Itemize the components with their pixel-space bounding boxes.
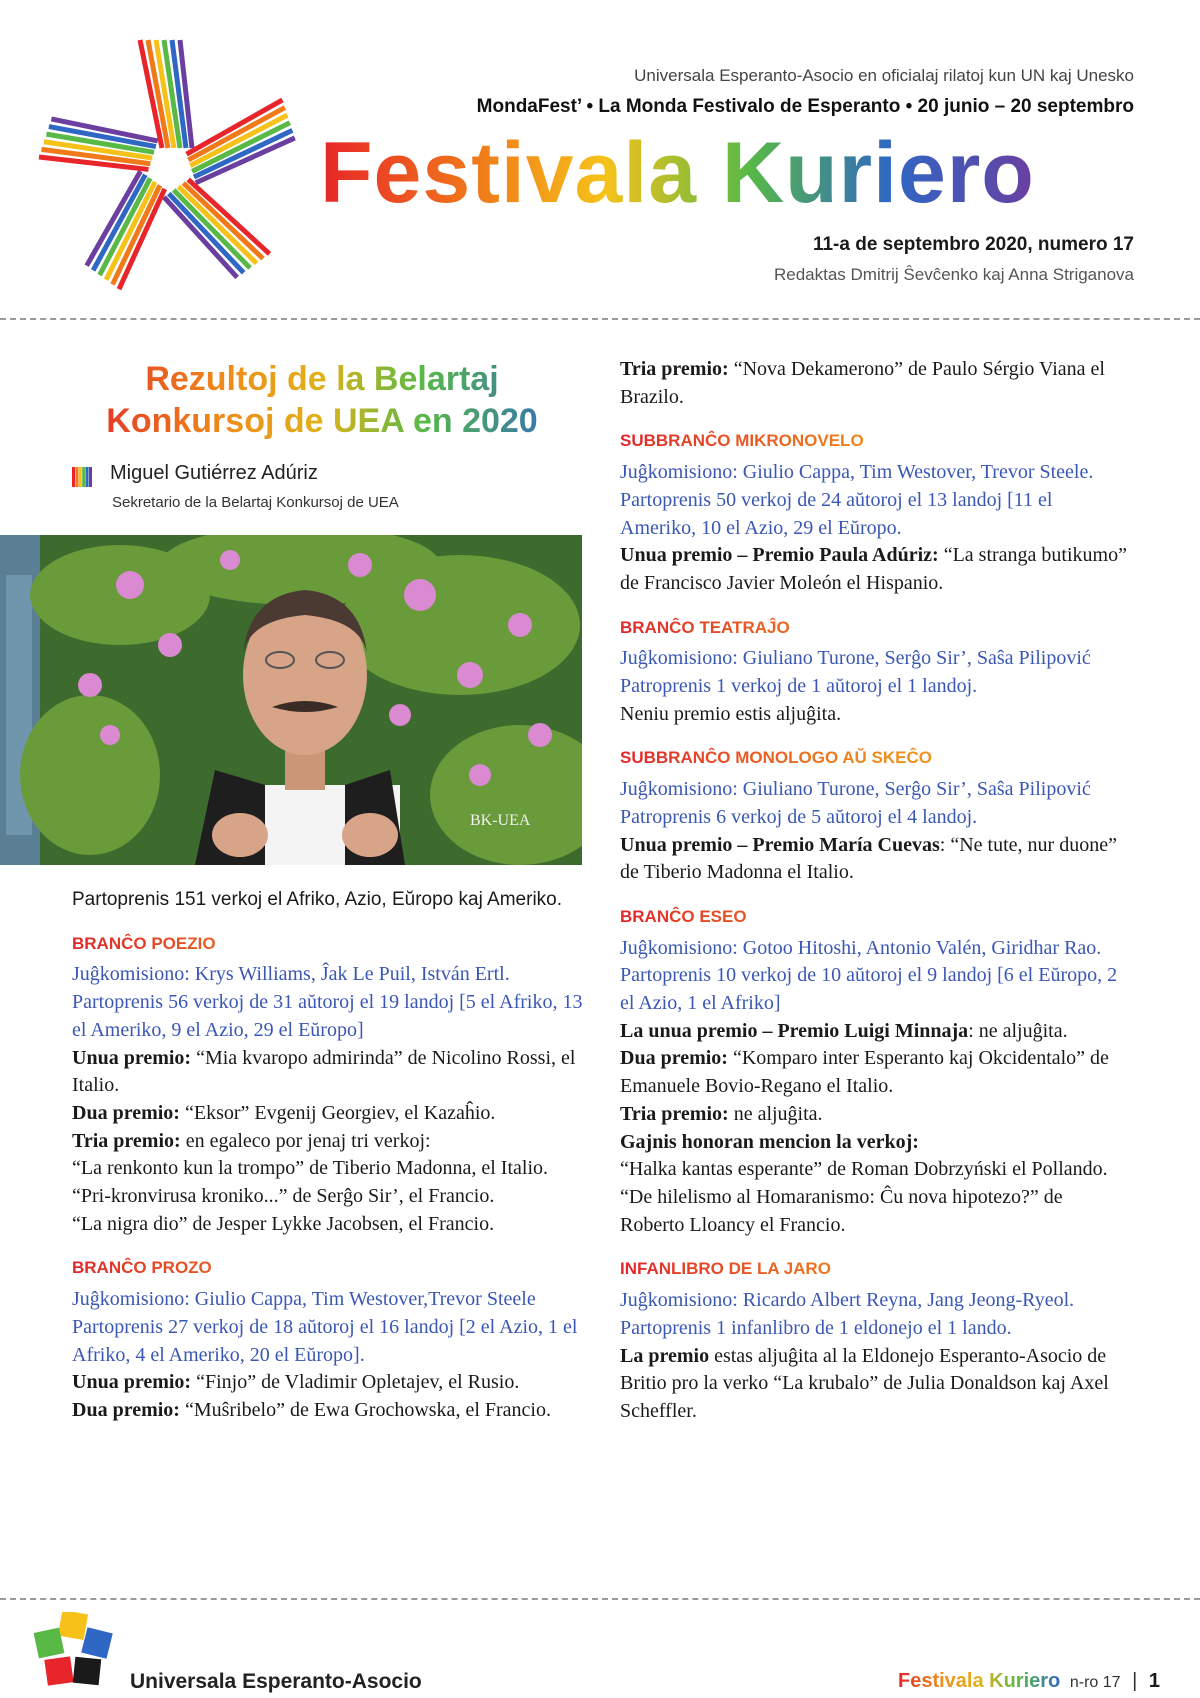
- page-number: 1: [1148, 1670, 1160, 1692]
- prize: La unua premio – Premio Luigi Minnaja: ne aljuĝita.: [620, 1019, 1068, 1042]
- stats: Partoprenis 56 verkoj de 31 aŭtoroj el 19 landoj [5 el Afriko, 13 el Ameriko, 9 el Azio, 29 el Eŭropo]: [72, 991, 583, 1041]
- work: “De hilelismo al Homaranismo: Ĉu nova hipotezo?” de Roberto Lloancy el Francio.: [620, 1185, 1063, 1236]
- festival-star-logo: [30, 28, 300, 303]
- intro: Partoprenis 151 verkoj el Afriko, Azio, Eŭropo kaj Ameriko.: [72, 889, 563, 910]
- prize: Unua premio: “Mia kvaropo admirinda” de Nicolino Rossi, el Italio.: [72, 1046, 576, 1097]
- article-title: Rezultoj de la Belartaj Konkursoj de UEA en 2020: [72, 358, 572, 442]
- footer-org: Universala Esperanto-Asocio: [130, 1670, 422, 1693]
- prize: Dua premio: “Eksor” Evgenij Georgiev, el Kazaĥio.: [72, 1101, 496, 1124]
- author-name: Miguel Gutiérrez Adúriz: [110, 462, 318, 484]
- section-heading: BRANĈO PROZO: [72, 1254, 584, 1282]
- section-heading: BRANĈO TEATRAĴO: [620, 614, 1132, 642]
- stats: Partoprenis 50 verkoj de 24 aŭtoroj el 13 landoj [11 el Ameriko, 10 el Azio, 29 el Eŭropo.: [620, 488, 1053, 539]
- jury: Juĝkomisiono: Krys Williams, Ĵak Le Puil, István Ertl.: [72, 963, 510, 986]
- masthead-title: Festivala Kuriero: [320, 125, 1035, 221]
- work: “Halka kantas esperante” de Roman Dobrzyński el Pollando.: [620, 1158, 1108, 1181]
- issue-date: 11-a de septembro 2020, numero 17: [812, 234, 1134, 255]
- jury: Juĝkomisiono: Giuliano Turone, Serĝo Sir’, Saŝa Pilipović: [620, 778, 1091, 801]
- section-heading: SUBBRANĈO MONOLOGO AŬ SKEĈO: [620, 744, 1132, 772]
- prize: Unua premio – Premio Paula Adúriz: “La stranga butikumo” de Francisco Javier Moleón el Hispanio.: [620, 544, 1127, 594]
- author-role: Sekretario de la Belartaj Konkursoj de UEA: [112, 494, 399, 511]
- left-column: [72, 886, 584, 1425]
- prize: Dua premio: “Komparo inter Esperanto kaj Okcidentalo” de Emanuele Bovio-Regano el Italio.: [620, 1047, 1109, 1098]
- section-heading: BRANĈO POEZIO: [72, 930, 584, 958]
- prize: Tria premio: “Nova Dekamerono” de Paulo Sérgio Viana el Brazilo.: [620, 358, 1105, 408]
- rainbow-bars-icon: [72, 467, 92, 487]
- work: “La nigra dio” de Jesper Lykke Jacobsen, el Francio.: [72, 1212, 495, 1235]
- stats: Partoprenis 27 verkoj de 18 aŭtoroj el 16 landoj [2 el Azio, 1 el Afriko, 4 el Ameriko, 20 el Eŭropo].: [72, 1315, 578, 1366]
- prize: Tria premio: en egaleco por jenaj tri verkoj:: [72, 1129, 431, 1152]
- honorable-mention-label: Gajnis honoran mencion la verkoj:: [620, 1130, 919, 1153]
- prize: Dua premio: “Muŝribelo” de Ewa Grochowska, el Francio.: [72, 1398, 551, 1421]
- jury: Juĝkomisiono: Giuliano Turone, Serĝo Sir’, Saŝa Pilipović: [620, 647, 1091, 670]
- stats: Patroprenis 6 verkoj de 5 aŭtoroj el 4 landoj.: [620, 805, 978, 828]
- footer-masthead: Festivala Kuriero n-ro 17 | 1: [897, 1670, 1160, 1692]
- prize: Tria premio: ne aljuĝita.: [620, 1102, 823, 1125]
- stats: Partoprenis 1 infanlibro de 1 eldonejo el 1 lando.: [620, 1316, 1012, 1339]
- section-heading: BRANĈO ESEO: [620, 903, 1132, 931]
- footer-divider: [0, 1598, 1200, 1600]
- note: Neniu premio estis aljuĝita.: [620, 702, 842, 725]
- stats: Patroprenis 1 verkoj de 1 aŭtoroj el 1 landoj.: [620, 675, 978, 698]
- prize: Unua premio: “Finjo” de Vladimir Opletajev, el Rusio.: [72, 1371, 520, 1394]
- work: “Pri-kronvirusa kroniko...” de Serĝo Sir’, el Francio.: [72, 1185, 495, 1208]
- festival-line: MondaFest’ • La Monda Festivalo de Esperanto • 20 junio – 20 septembro: [476, 96, 1134, 117]
- prize: Unua premio – Premio María Cuevas: “Ne tute, nur duone” de Tiberio Madonna el Italio.: [620, 833, 1117, 884]
- header-divider: [0, 318, 1200, 320]
- section-heading: INFANLIBRO DE LA JARO: [620, 1255, 1132, 1283]
- section-heading: SUBBRANĈO MIKRONOVELO: [620, 427, 1132, 455]
- editors-line: Redaktas Dmitrij Ŝevĉenko kaj Anna Striganova: [773, 265, 1134, 284]
- photo-caption: BK-UEA: [470, 812, 531, 829]
- jury: Juĝkomisiono: Ricardo Albert Reyna, Jang Jeong-Ryeol.: [620, 1289, 1075, 1312]
- jury: Juĝkomisiono: Giulio Cappa, Tim Westover,Trevor Steele: [72, 1288, 536, 1311]
- jury: Juĝkomisiono: Gotoo Hitoshi, Antonio Valén, Giridhar Rao.: [620, 936, 1102, 959]
- uea-logo: [32, 1612, 114, 1692]
- jury: Juĝkomisiono: Giulio Cappa, Tim Westover, Trevor Steele.: [620, 461, 1094, 484]
- stats: Partoprenis 10 verkoj de 10 aŭtoroj el 9 landoj [6 el Eŭropo, 2 el Azio, 1 el Afriko]: [620, 964, 1118, 1015]
- org-line: Universala Esperanto-Asocio en oficialaj rilatoj kun UN kaj Unesko: [634, 66, 1134, 85]
- prize: La premio estas aljuĝita al la Eldonejo Esperanto-Asocio de Britio pro la verko “La krubalo” de Julia Donaldson kaj Axel Scheffler.: [620, 1344, 1109, 1422]
- work: “La renkonto kun la trompo” de Tiberio Madonna, el Italio.: [72, 1157, 549, 1180]
- right-column: [620, 356, 1132, 1426]
